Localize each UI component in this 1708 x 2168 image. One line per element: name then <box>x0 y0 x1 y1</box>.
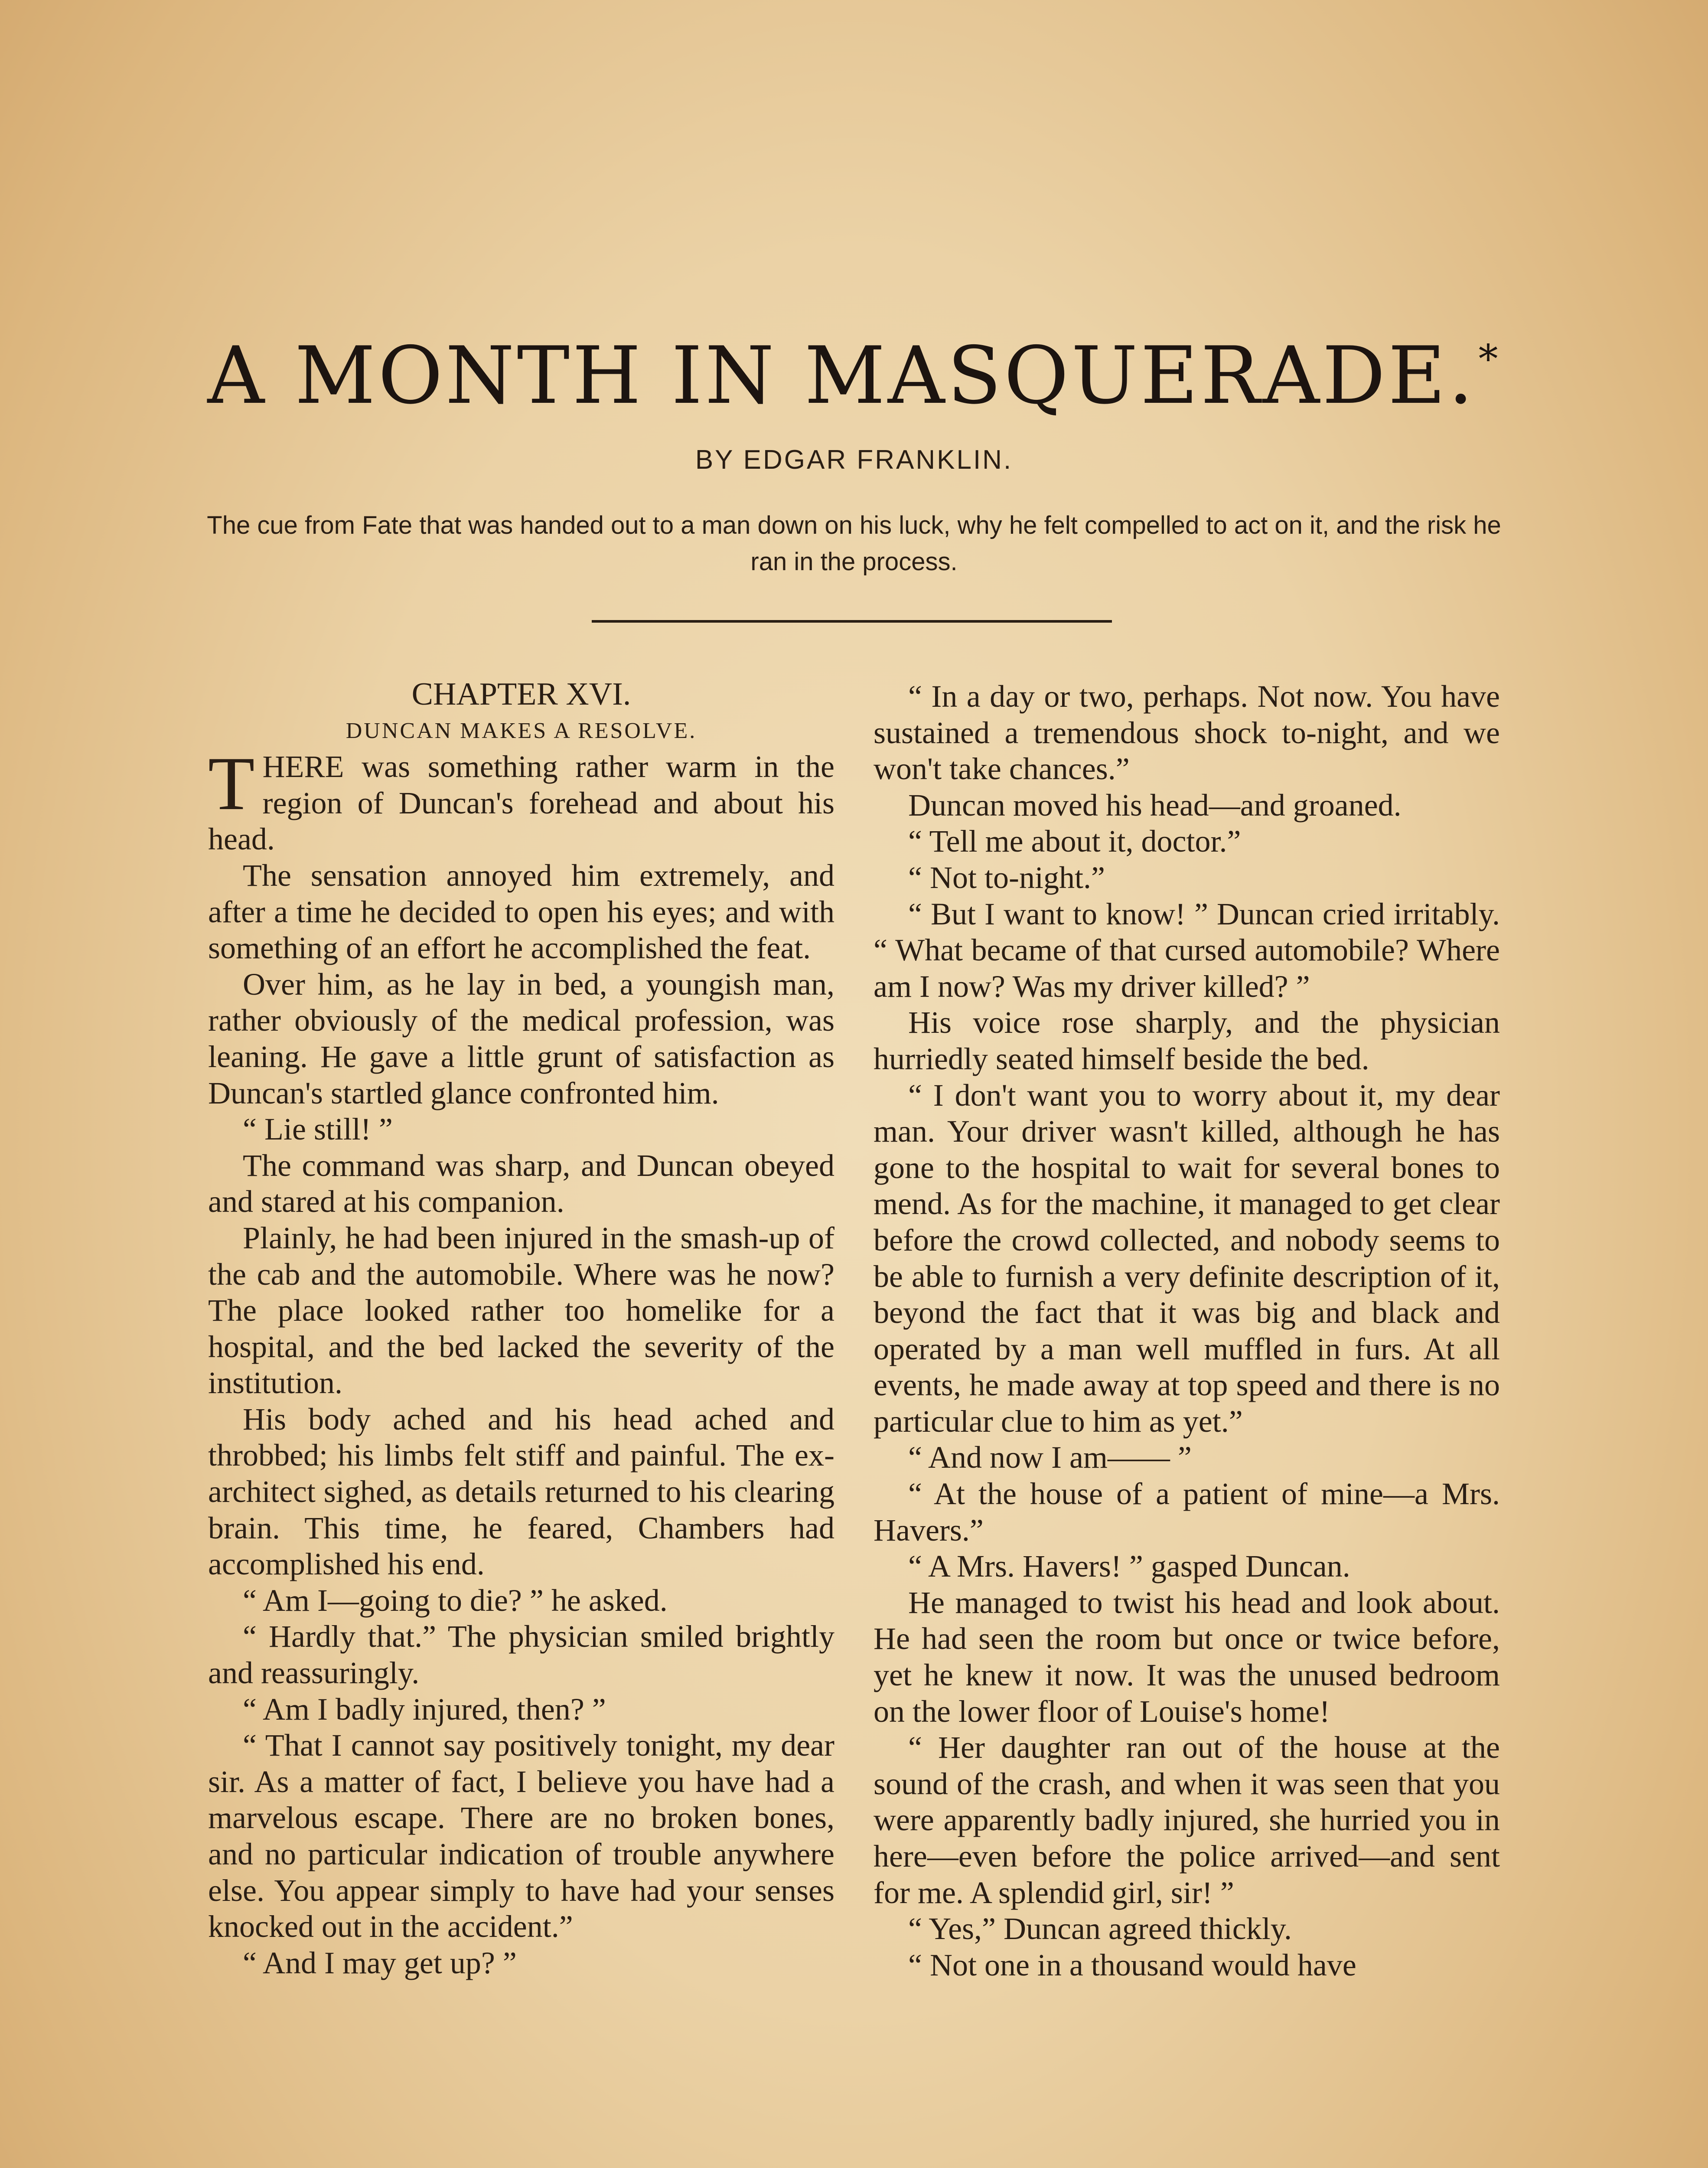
paragraph: “ That I cannot say positively tonight, my dear sir. As a matter of fact, I believe you have had a marvelous escape. There are no broken bones, and no particular indication of trouble anywhere else. You appear simply to have had your senses knocked out in the accident.” <box>208 1728 834 1944</box>
paragraph: The sensation annoyed him extremely, and after a time he decided to open his eyes; and with something of an effort he accomplished the feat. <box>208 858 834 966</box>
paragraph: Plainly, he had been injured in the smash-up of the cab and the automobile. Where was he now? The place looked rather too homelike for a hospital, and the bed lacked the severity of the institution. <box>208 1220 834 1401</box>
author-byline: BY EDGAR FRANKLIN. <box>695 445 1013 475</box>
paragraph: “ And now I am—— ” <box>908 1440 1192 1475</box>
paragraph: Duncan moved his head—and groaned. <box>908 787 1402 823</box>
paragraph: “ In a day or two, perhaps. Not now. You have sustained a tremendous shock to-night, and we won't take chances.” <box>874 679 1500 787</box>
drop-cap: T <box>208 741 255 826</box>
footnote-marker: * <box>1478 336 1501 382</box>
story-title <box>0 330 1708 421</box>
paragraph: “ Hardly that.” The physician smiled brightly and reassuringly. <box>208 1619 834 1691</box>
paragraph: “ Her daughter ran out of the house at the sound of the crash, and when it was seen that you were apparently badly injured, she hurried you in here—even before the police arrived—and sent for me. A splendid girl, sir! ” <box>874 1730 1500 1910</box>
paragraph: “ I don't want you to worry about it, my dear man. Your driver wasn't killed, although he has gone to the hospital to wait for several bones to mend. As for the machine, it managed to get clear before the crowd collected, and nobody seems to be able to furnish a very definite description of it, beyond the fact that it was big and black and operated by a man well muffled in furs. At all events, he made away at top speed and there is no particular clue to him as yet.” <box>874 1077 1500 1439</box>
paragraph: His voice rose sharply, and the physician hurriedly seated himself beside the bed. <box>874 1005 1500 1076</box>
paragraph: “ Yes,” Duncan agreed thickly. <box>908 1911 1292 1946</box>
paragraph: Over him, as he lay in bed, a youngish man, rather obviously of the medical profession, was leaning. He gave a little grunt of satisfaction as Duncan's startled glance confronted him. <box>208 966 834 1110</box>
opening-paragraph <box>208 741 834 858</box>
paragraph: “ Am I badly injured, then? ” <box>243 1691 606 1727</box>
paragraph: The command was sharp, and Duncan obeyed and stared at his companion. <box>208 1148 834 1219</box>
right-text-column <box>874 679 1500 1983</box>
story-title-text: A MONTH IN MASQUERADE. <box>207 330 1476 421</box>
chapter-title: DUNCAN MAKES A RESOLVE. <box>346 718 697 743</box>
paragraph: “ Am I—going to die? ” he asked. <box>243 1583 668 1618</box>
paragraph: “ And I may get up? ” <box>243 1945 517 1980</box>
paragraph: “ Lie still! ” <box>243 1112 393 1147</box>
paragraph: His body ached and his head ached and throbbed; his limbs felt stiff and painful. The ex-architect sighed, as details returned to his clearing brain. This time, he feared, Chambers had accomplished his end. <box>208 1401 834 1582</box>
opening-text: HERE was something rather warm in the region of Duncan's forehead and about his head. <box>208 749 834 857</box>
paragraph: “ Not one in a thousand would have <box>908 1947 1356 1982</box>
section-divider <box>592 620 1112 623</box>
paragraph: “ Not to-night.” <box>908 860 1105 895</box>
paragraph: “ But I want to know! ” Duncan cried irritably. “ What became of that cursed automobile? Where am I now? Was my driver killed? ” <box>874 896 1500 1004</box>
story-blurb: The cue from Fate that was handed out to a man down on his luck, why he felt compelled to act on it, and the risk he ran in the process. <box>207 511 1501 576</box>
paragraph: “ At the house of a patient of mine—a Mrs. Havers.” <box>874 1476 1500 1548</box>
paragraph: He managed to twist his head and look about. He had seen the room but once or twice before, yet he knew it now. It was the unused bedroom on the lower floor of Louise's home! <box>874 1585 1500 1729</box>
paragraph: “ Tell me about it, doctor.” <box>908 824 1241 859</box>
paragraph: “ A Mrs. Havers! ” gasped Duncan. <box>908 1549 1350 1584</box>
left-text-column <box>208 676 834 1981</box>
chapter-heading: CHAPTER XVI. <box>411 676 631 712</box>
